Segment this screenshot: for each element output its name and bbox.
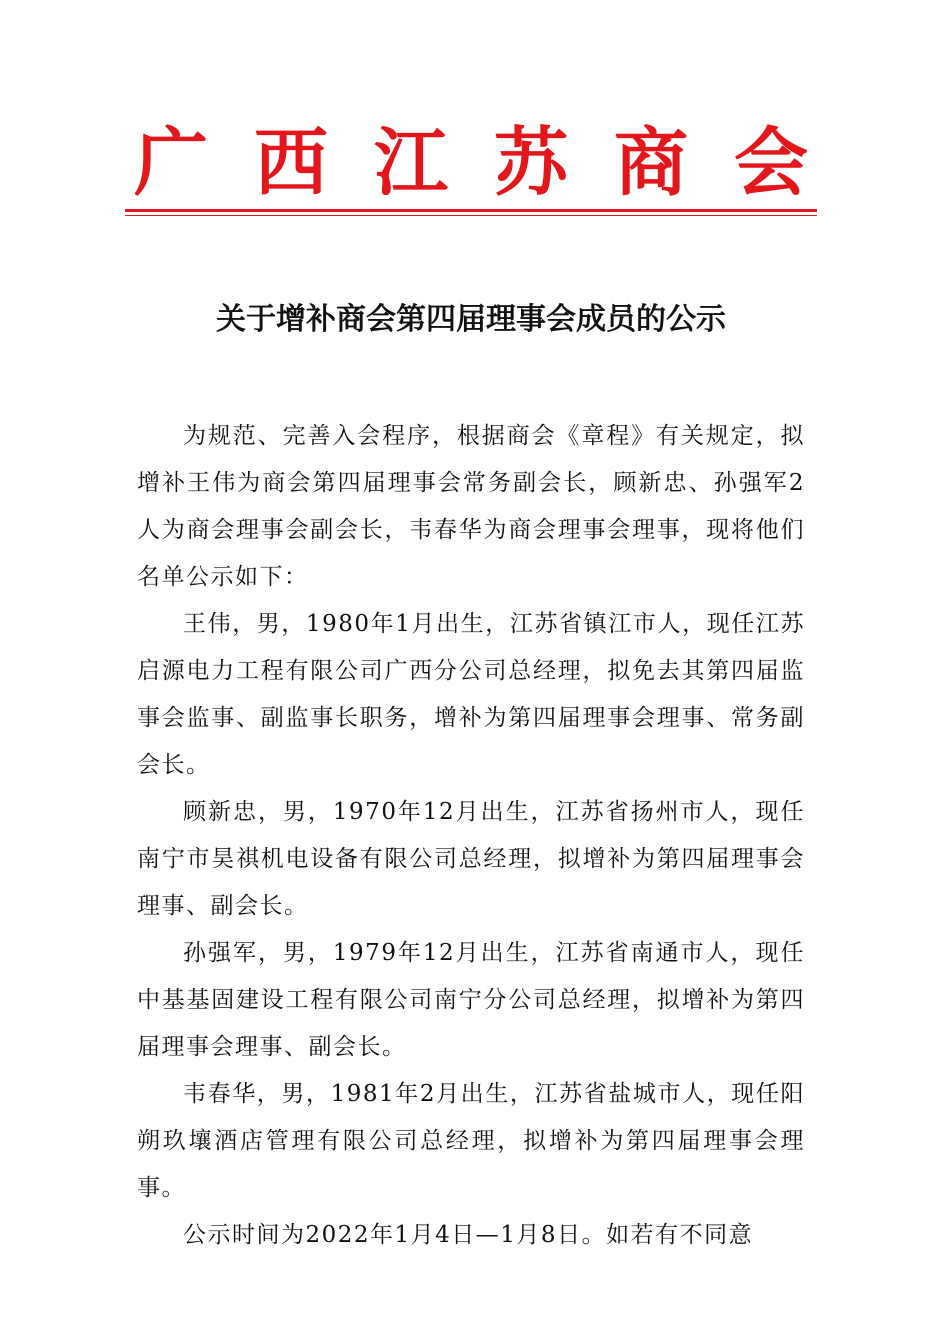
masthead-char: 西 (254, 120, 328, 206)
paragraph-member-sun-qiangjun: 孙强军，男，1979年12月出生，江苏省南通市人，现任中基基固建设工程有限公司南宁分公司总经理，拟增补为第四届理事会理事、副会长。 (137, 940, 805, 1060)
paragraph-intro: 为规范、完善入会程序，根据商会《章程》有关规定，拟增补王伟为商会第四届理事会常务副会长，顾新忠、孙强军2人为商会理事会副会长，韦春华为商会理事会理事，现将他们名单公示如下： (137, 423, 805, 590)
masthead-char: 会 (734, 120, 808, 206)
masthead-divider-thin (125, 215, 817, 216)
document-body (137, 413, 805, 1259)
paragraph-member-gu-xinzhong: 顾新忠，男，1970年12月出生，江苏省扬州市人，现任南宁市昊祺机电设备有限公司总经理，拟增补为第四届理事会理事、副会长。 (137, 799, 805, 919)
masthead-divider-thick (125, 209, 817, 212)
masthead-char: 商 (614, 120, 688, 206)
masthead-char: 江 (374, 120, 448, 206)
paragraph-member-wei-chunhua: 韦春华，男，1981年2月出生，江苏省盐城市人，现任阳朔玖壤酒店管理有限公司总经理，拟增补为第四届理事会理事。 (137, 1081, 805, 1201)
document-title: 关于增补商会第四届理事会成员的公示 (216, 302, 726, 337)
paragraph-publicity-period: 公示时间为2022年1月4日—1月8日。如若有不同意 (183, 1222, 754, 1248)
masthead (125, 118, 817, 208)
masthead-char: 广 (134, 120, 208, 206)
masthead-char: 苏 (494, 120, 568, 206)
paragraph-member-wang-wei: 王伟，男，1980年1月出生，江苏省镇江市人，现任江苏启源电力工程有限公司广西分公司总经理，拟免去其第四届监事会监事、副监事长职务，增补为第四届理事会理事、常务副会长。 (137, 611, 805, 778)
